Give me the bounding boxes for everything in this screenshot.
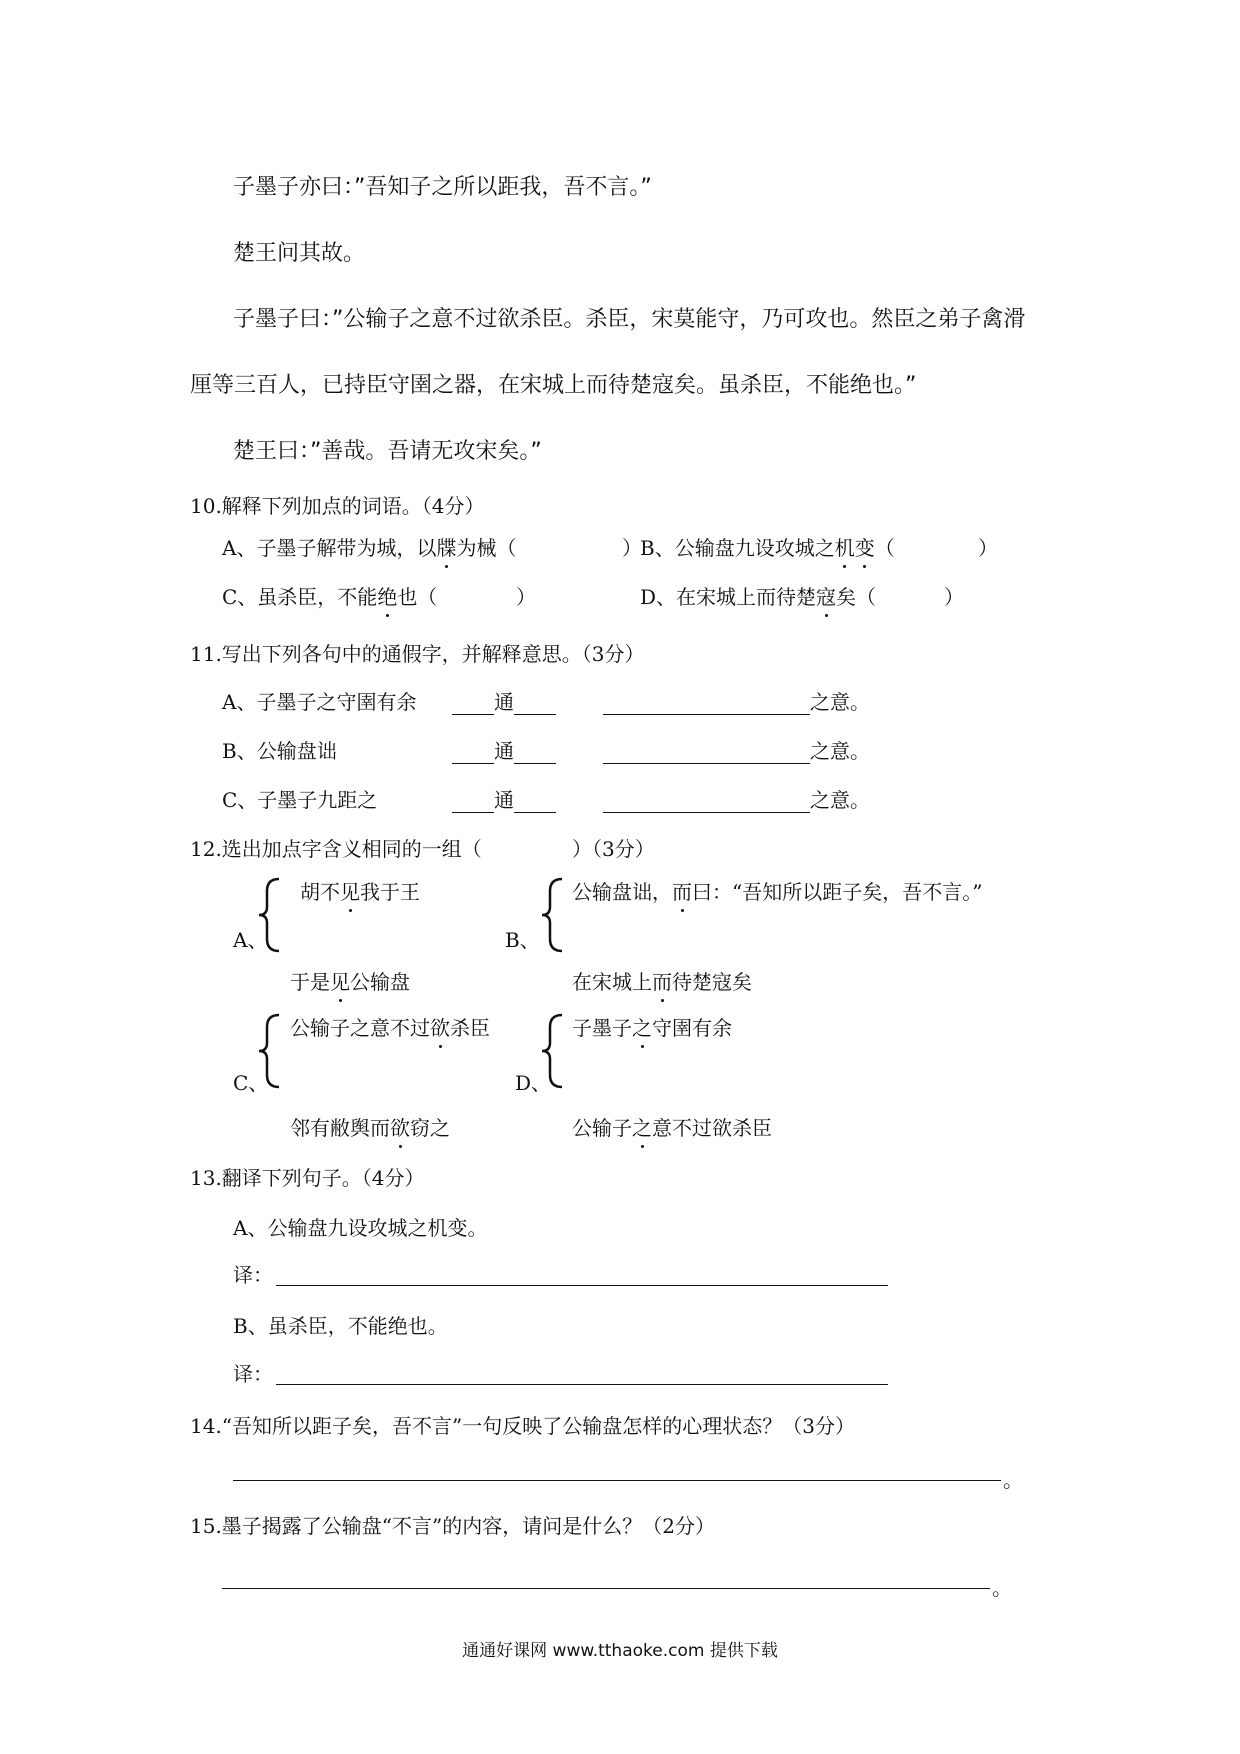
q12-c-top-post: 杀臣 xyxy=(450,1016,490,1040)
q10-a-text: A、子墨子解带为城，以 xyxy=(222,536,437,560)
q12-b-bot-pre: 在宋城上 xyxy=(572,970,652,994)
q12-d-bot-post: 意不过欲杀臣 xyxy=(652,1116,772,1140)
q10-a-dotted: 牒 xyxy=(436,532,456,561)
q10-b-text-post: （ xyxy=(874,536,895,560)
q10-b-dotted-1: 机 xyxy=(835,532,855,561)
q11-b-tong: 通 xyxy=(494,739,514,763)
q12-a-top xyxy=(300,876,420,905)
q11-a-tong: 通 xyxy=(494,690,514,714)
q13-a-answer-line[interactable] xyxy=(276,1285,888,1286)
q11-a-blanks xyxy=(452,686,556,715)
q12-b-bottom xyxy=(572,966,752,995)
q13-b-answer-line[interactable] xyxy=(276,1384,888,1385)
q10-option-b xyxy=(640,532,895,561)
q11-a-blank-2[interactable] xyxy=(514,690,556,715)
q12-b-label: B、 xyxy=(505,928,540,952)
q15-title: 15.墨子揭露了公输盘“不言”的内容，请问是什么？（2分） xyxy=(190,1514,715,1538)
q12-d-top-post: 守圉有余 xyxy=(652,1016,732,1040)
q12-a-top-post: 我于王 xyxy=(360,880,420,904)
q11-b-meaning-blank[interactable] xyxy=(603,739,810,764)
q11-a-blank-1[interactable] xyxy=(452,690,494,715)
q10-a-text-post: 为械（ xyxy=(456,536,517,560)
q10-d-text-post: 矣（ xyxy=(836,585,877,609)
q11-c-meaning xyxy=(603,784,870,813)
q12-a-bottom xyxy=(290,966,410,995)
q11-item-b: B、公输盘诎 xyxy=(222,739,337,763)
q12-c-bot-pre: 邻有敝舆而 xyxy=(290,1116,390,1140)
q12-c-label: C、 xyxy=(233,1071,269,1095)
q10-b-dotted-2: 变 xyxy=(855,532,875,561)
q14-title: 14.“吾知所以距子矣，吾不言”一句反映了公输盘怎样的心理状态？（3分） xyxy=(190,1414,855,1438)
q12-c-bot-post: 窃之 xyxy=(410,1116,450,1140)
q12-a-bot-pre: 于是 xyxy=(290,970,330,994)
q14-end: 。 xyxy=(1003,1468,1023,1492)
q12-b-top-dotted: 而 xyxy=(672,876,692,905)
q10-c-close: ） xyxy=(516,585,536,609)
q12-b-bot-dotted: 而 xyxy=(652,966,672,995)
q10-c-text: C、虽杀臣，不能 xyxy=(222,585,378,609)
q10-d-close: ） xyxy=(944,585,964,609)
q10-c-dotted: 绝 xyxy=(377,581,397,610)
q12-d-label: D、 xyxy=(515,1071,552,1095)
q12-b-bot-post: 待楚寇矣 xyxy=(672,970,752,994)
q10-title: 10.解释下列加点的词语。（4分） xyxy=(190,494,485,518)
q11-title: 11.写出下列各句中的通假字，并解释意思。（3分） xyxy=(190,642,645,666)
q10-d-text: D、在宋城上而待楚 xyxy=(640,585,817,609)
q11-c-tong: 通 xyxy=(494,788,514,812)
q11-b-blanks xyxy=(452,735,556,764)
passage-line-4: 楚王曰：”善哉。吾请无攻宋矣。” xyxy=(233,439,542,464)
q12-c-top-pre: 公输子之意不过 xyxy=(290,1016,430,1040)
q12-b-top xyxy=(572,876,982,905)
q11-c-meaning-blank[interactable] xyxy=(603,788,810,813)
q12-c-top xyxy=(290,1012,490,1041)
q12-a-top-pre: 胡不 xyxy=(300,880,340,904)
q13-sentence-a: A、公输盘九设攻城之机变。 xyxy=(233,1216,488,1240)
q12-b-brace-icon xyxy=(538,875,566,955)
q12-c-bot-dotted: 欲 xyxy=(390,1112,410,1141)
q11-item-a: A、子墨子之守圉有余 xyxy=(222,690,417,714)
q12-d-bot-pre: 公输子 xyxy=(572,1116,632,1140)
q12-a-bot-post: 公输盘 xyxy=(350,970,410,994)
passage-line-2: 楚王问其故。 xyxy=(233,241,366,266)
q12-title-end: ）（3分） xyxy=(572,837,655,861)
q12-a-top-dotted: 见 xyxy=(340,876,360,905)
q12-d-top-dotted: 之 xyxy=(632,1012,652,1041)
q11-b-suffix: 之意。 xyxy=(810,739,870,763)
q11-c-blanks xyxy=(452,784,556,813)
q10-d-dotted: 寇 xyxy=(816,581,836,610)
q15-answer-line[interactable] xyxy=(222,1588,990,1589)
q11-a-meaning-blank[interactable] xyxy=(603,690,810,715)
q11-a-meaning xyxy=(603,686,870,715)
q15-end: 。 xyxy=(992,1576,1012,1600)
q12-c-top-dotted: 欲 xyxy=(430,1012,450,1041)
q12-a-bot-dotted: 见 xyxy=(330,966,350,995)
q12-d-bot-dotted: 之 xyxy=(632,1112,652,1141)
q11-c-blank-1[interactable] xyxy=(452,788,494,813)
q11-c-suffix: 之意。 xyxy=(810,788,870,812)
q14-answer-line[interactable] xyxy=(233,1480,1001,1481)
q12-b-top-pre: 公输盘诎， xyxy=(572,880,672,904)
q10-option-c xyxy=(222,581,437,610)
q12-d-top-pre: 子墨子 xyxy=(572,1016,632,1040)
q12-b-top-post: 曰：“吾知所以距子矣，吾不言。” xyxy=(692,880,983,904)
q10-a-close: ） xyxy=(622,536,642,560)
q13-title: 13.翻译下列句子。（4分） xyxy=(190,1166,425,1190)
q12-d-bottom xyxy=(572,1112,772,1141)
q12-c-bottom xyxy=(290,1112,450,1141)
q11-a-suffix: 之意。 xyxy=(810,690,870,714)
q11-b-blank-1[interactable] xyxy=(452,739,494,764)
q11-c-blank-2[interactable] xyxy=(514,788,556,813)
q11-item-c: C、子墨子九距之 xyxy=(222,788,378,812)
q10-c-text-post: 也（ xyxy=(397,585,438,609)
q12-a-label: A、 xyxy=(233,928,268,952)
q13-yi-b: 译： xyxy=(233,1362,273,1386)
q13-yi-a: 译： xyxy=(233,1263,273,1287)
q10-option-a xyxy=(222,532,516,561)
q10-b-close: ） xyxy=(978,536,998,560)
passage-line-3b: 厘等三百人，已持臣守圉之器，在宋城上而待楚寇矣。虽杀臣，不能绝也。” xyxy=(190,373,917,398)
q12-d-top xyxy=(572,1012,732,1041)
passage-line-3a: 子墨子曰：”公输子之意不过欲杀臣。杀臣，宋莫能守，乃可攻也。然臣之弟子禽滑 xyxy=(233,307,1026,332)
q11-b-meaning xyxy=(603,735,870,764)
page-footer: 通通好课网 www.tthaoke.com 提供下载 xyxy=(462,1641,778,1661)
q10-b-text: B、公输盘九设攻城之 xyxy=(640,536,835,560)
q10-option-d xyxy=(640,581,876,610)
q11-b-blank-2[interactable] xyxy=(514,739,556,764)
q13-sentence-b: B、虽杀臣，不能绝也。 xyxy=(233,1314,448,1338)
passage-line-1: 子墨子亦曰：”吾知子之所以距我，吾不言。” xyxy=(233,175,652,200)
q12-title: 12.选出加点字含义相同的一组（ xyxy=(190,837,482,861)
